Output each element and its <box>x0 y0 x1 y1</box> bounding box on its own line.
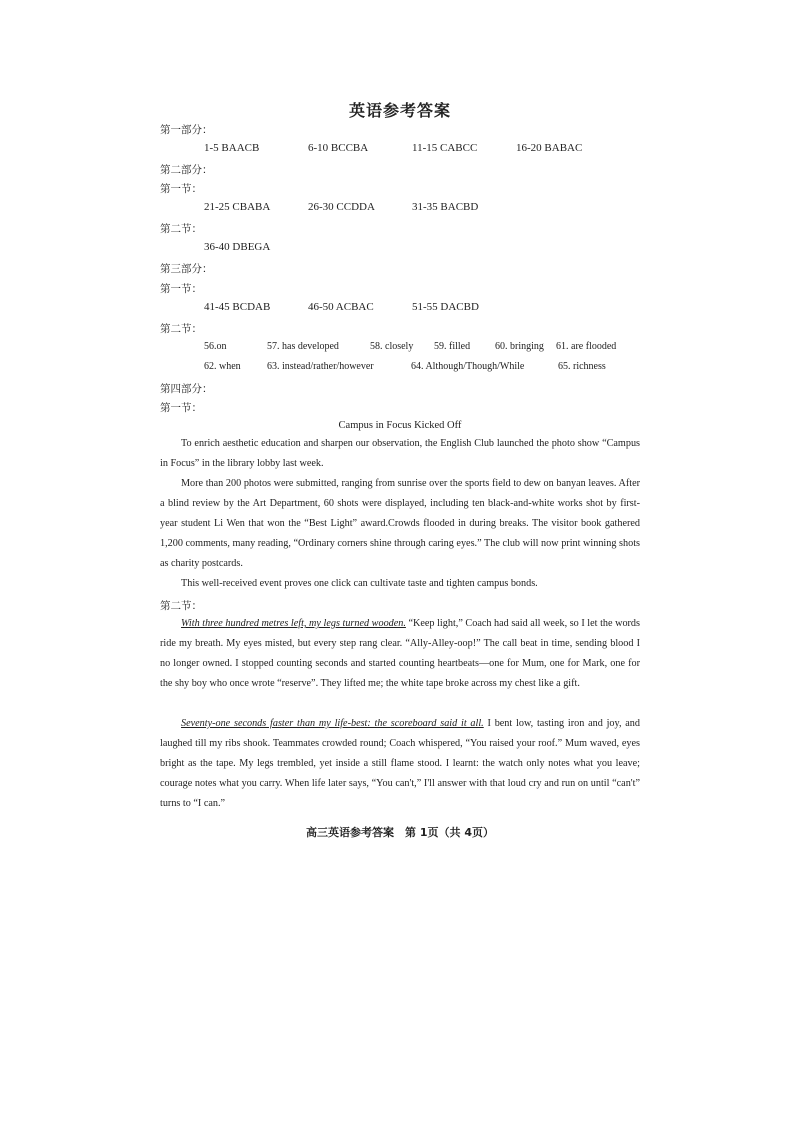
essay-paragraph <box>160 574 640 594</box>
fill-answer: 64. Although/Though/While <box>411 361 525 372</box>
answer-group: 36-40 DBEGA <box>204 241 271 253</box>
answer-group: 46-50 ACBAC <box>308 301 374 313</box>
answer-group: 6-10 BCCBA <box>308 142 369 154</box>
given-opening-sentence: With three hundred metres left, my legs turned wooden. <box>181 618 406 629</box>
fill-answer: 58. closely <box>370 341 414 352</box>
part4-section2-label: 第二节： <box>160 600 202 612</box>
fill-answer: 61. are flooded <box>556 341 617 352</box>
essay-title: Campus in Focus Kicked Off <box>338 420 462 431</box>
part1-label: 第一部分： <box>160 124 213 136</box>
part3-section1-label: 第一节： <box>160 283 202 295</box>
part3-section2-label: 第二节： <box>160 323 202 335</box>
answer-group: 16-20 BABAC <box>516 142 583 154</box>
continuation-text: I bent low, tasting iron and joy, and laughed till my ribs shook. Teammates crowded round; Coach whispered, “You raised your roof.” Mum waved, eyes bright as the tape. My legs trembled, yet inside a still flame stood. I learnt: the watch only notes what you leave; courage notes what you carry. When life later says, “You can't,” I'll answer with that loud cry and run on until “can't” turns to “I can.” <box>160 718 640 809</box>
answer-group: 1-5 BAACB <box>204 142 260 154</box>
fill-answer: 63. instead/rather/however <box>267 361 374 372</box>
answer-group: 41-45 BCDAB <box>204 301 271 313</box>
answer-group: 31-35 BACBD <box>412 201 479 213</box>
part2-section2-label: 第二节： <box>160 223 202 235</box>
answer-group: 21-25 CBABA <box>204 201 271 213</box>
essay-paragraph-text: This well-received event proves one click can cultivate taste and tighten campus bonds. <box>181 578 538 589</box>
continuation-text: “Keep light,” Coach had said all week, so I let the words ride my breath. My eyes misted, but every step rang clear. “Ally-Alley-oop!” The call beat in time, sending blood I no longer owned. I stopped counting seconds and started counting heartbeats—one for Mum, one for Mark, one for the shy boy who once wrote “reserve”. They lifted me; the white tape broke across my chest like a gift. <box>160 618 640 689</box>
fill-answer: 59. filled <box>434 341 471 352</box>
fill-answer: 57. has developed <box>267 341 339 352</box>
essay-paragraph-text: More than 200 photos were submitted, ranging from sunrise over the sports field to dew on banyan leaves. After a blind review by the Art Department, 60 shots were displayed, including ten black-and-white works shot by first-year student Li Wen that won the “Best Light” award.Crowds flooded in during breaks. The visitor book gathered 1,200 comments, many reading, “Ordinary corners shine through caring eyes.” The club will now print winning shots as charity postcards. <box>160 478 640 569</box>
part2-label: 第二部分： <box>160 164 213 176</box>
fill-answer: 60. bringing <box>495 341 544 352</box>
part4-section1-label: 第一节： <box>160 402 202 414</box>
answer-group: 11-15 CABCC <box>412 142 478 154</box>
part3-label: 第三部分： <box>160 263 213 275</box>
continuation-paragraph <box>160 714 640 814</box>
answer-group: 26-30 CCDDA <box>308 201 375 213</box>
fill-answer: 56.on <box>204 341 227 352</box>
essay-paragraph <box>160 434 640 474</box>
essay-paragraph <box>160 474 640 574</box>
fill-answer: 62. when <box>204 361 241 372</box>
continuation-paragraph <box>160 614 640 694</box>
page-footer: 高三英语参考答案 第 1页（共 4页） <box>306 826 494 839</box>
part2-section1-label: 第一节： <box>160 183 202 195</box>
part4-label: 第四部分： <box>160 383 213 395</box>
fill-answer: 65. richness <box>558 361 606 372</box>
given-opening-sentence: Seventy-one seconds faster than my life-best: the scoreboard said it all. <box>181 718 484 729</box>
page-title: 英语参考答案 <box>348 101 451 120</box>
answer-group: 51-55 DACBD <box>412 301 479 313</box>
essay-paragraph-text: To enrich aesthetic education and sharpen our observation, the English Club launched the photo show “Campus in Focus” in the library lobby last week. <box>160 438 640 469</box>
